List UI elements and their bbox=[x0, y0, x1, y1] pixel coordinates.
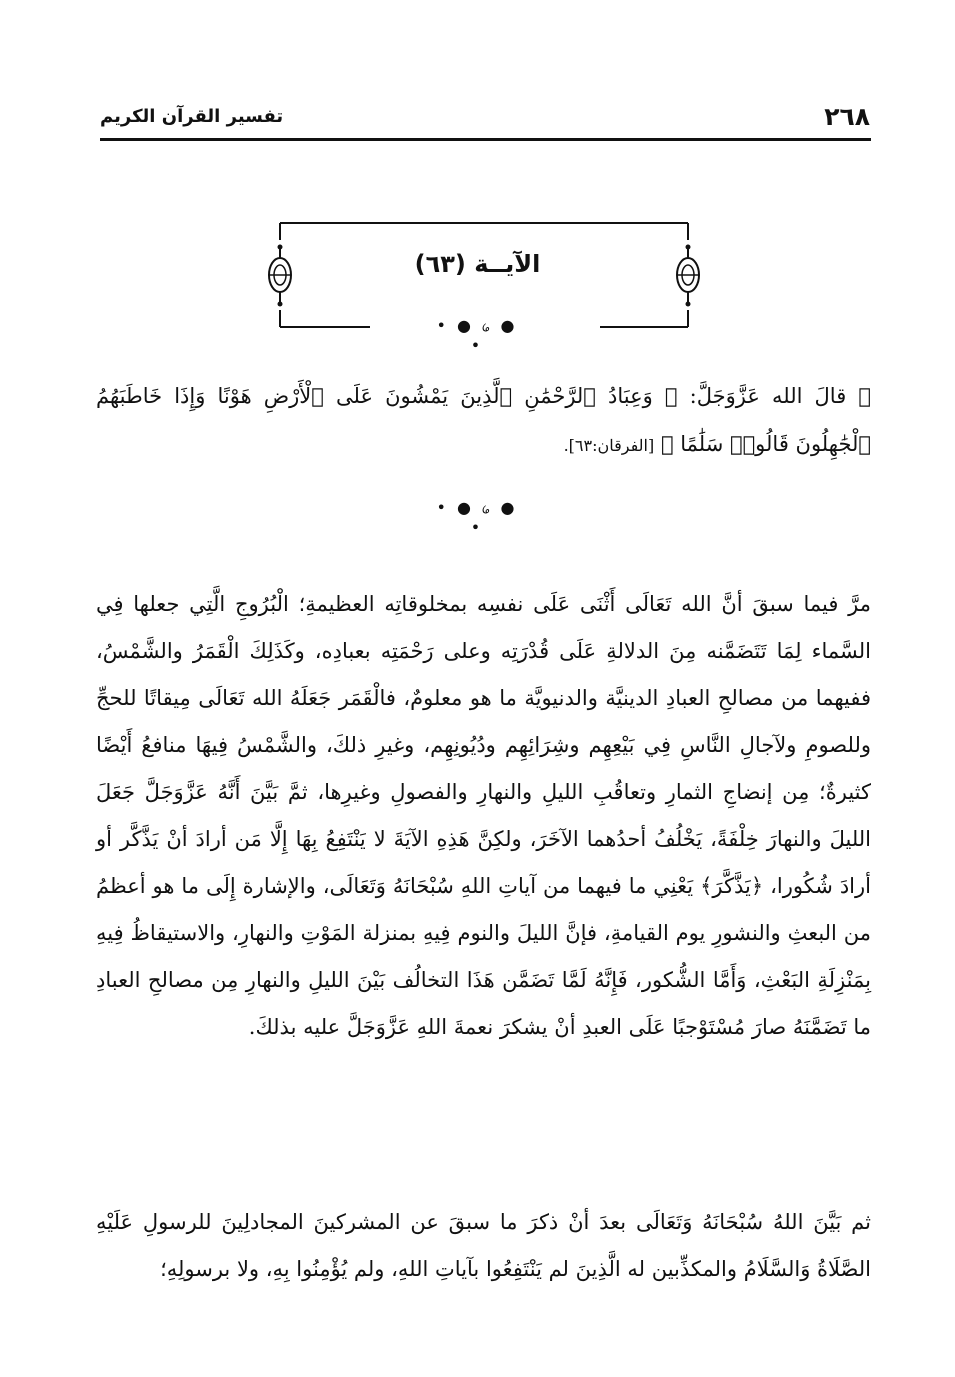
commentary-paragraph: ثم بَيَّنَ اللهُ سُبْحَانَهُ وَتَعَالَى بعدَ أنْ ذكرَ ما سبقَ عن المشركينَ المجادلِينَ للرسولِ عَلَيْهِ الصَّلَاةُ وَالسَّلَامُ والمكذِّبين له الَّذِينَ لم يَنْتَفِعُوا بآياتِ اللهِ، ولم يُؤْمِنُوا بِهِ، ولا برسولِهِ؛ bbox=[96, 1210, 871, 1281]
section-divider: • ● ᥀ ● • bbox=[436, 498, 518, 537]
verse-quote bbox=[96, 372, 871, 470]
commentary-paragraph: مرَّ فيما سبقَ أنَّ الله تَعَالَى أَثْنَى عَلَى نفسِه بمخلوقاتِه العظيمةِ؛ الْبُرُوجِ الَّتِي جعلها فِي السَّماء لِمَا تَتَضَمَّنه مِنَ الدلالةِ عَلَى قُدْرَتِه وعلى رَحْمَتِه بعبادِه، وكَذَلِكَ الْقَمَرُ والشَّمْسُ، ففيهما من مصالحِ العبادِ الدينيَّة والدنيويَّة ما هو معلومٌ، فالْقَمَر جَعَلَهُ الله تَعَالَى مِيقاتًا للحجِّ وللصومِ ولآجالِ النَّاسِ فِي بَيْعِهِم وشِرَائِهِم ودُيُونِهِم، وغيرِ ذلكَ، والشَّمْسُ فِيهَا منافعُ أَيْضًا كثيرةٌ؛ مِن إنضاجِ الثمارِ وتعاقُبِ الليلِ والنهارِ والفصولِ وغيرِها، ثمَّ بَيَّنَ أَنَّهُ عَزَّوَجَلَّ جَعَلَ الليلَ والنهارَ خِلْفَةً، يَخْلُفُ أحدُهما الآخَرَ، ولكِنَّ هَذِهِ الآيَةَ لا يَنْتَفِعُ بِهَا إِلَّا مَن أرادَ أنْ يَذَّكَّر أو أرادَ شُكُورا، ﴿يَذَّكَّرَ﴾ يَعْنِي ما فيهما من آياتِ اللهِ سُبْحَانَهُ وَتَعَالَى، والإشارة إِلَى ما هو أعظمُ من البعثِ والنشورِ يوم القيامةِ، فإنَّ الليلَ والنوم فِيهِ بمنزلة المَوْتِ والنهارِ، والاستيقاظُ فِيهِ بِمَنْزِلَةِ البَعْثِ، وَأَمَّا الشُّكور، فَإِنَّهُ لَمَّا تَضَمَّن هَذَا التخالُف بَيْنَ الليلِ والنهارِ مِن مصالحِ العبادِ ما تَضَمَّنَهُ صارَ مُسْتَوْجبًا عَلَى العبدِ أنْ يشكرَ نعمةَ اللهِ عَزَّوَجَلَّ عليه بذلكَ. bbox=[96, 592, 871, 1039]
ornament-right-icon bbox=[677, 245, 699, 307]
verse-heading: الآيــة (٦٣) bbox=[414, 250, 541, 278]
page-number: ٢٦٨ bbox=[824, 102, 870, 131]
section-divider: • ● ᥀ ● • bbox=[436, 316, 518, 355]
header-rule bbox=[100, 138, 871, 141]
running-header bbox=[100, 100, 870, 140]
verse-reference: [الفرقان:٦٣]. bbox=[563, 436, 655, 455]
verse-intro: ۞ قالَ الله عَزَّوَجَلَّ: bbox=[689, 384, 871, 408]
ornament-left-icon bbox=[269, 245, 291, 307]
book-title: تفسير القرآن الكريم bbox=[100, 106, 284, 127]
verse-text: ﴿ وَعِبَادُ ٱلرَّحْمَٰنِ ٱلَّذِينَ يَمْشُونَ عَلَى ٱلْأَرْضِ هَوْنًا وَإِذَا خَاطَبَهُمُ ٱلْجَٰهِلُونَ قَالُوا۟ سَلَٰمًا ﴾ bbox=[96, 384, 871, 456]
